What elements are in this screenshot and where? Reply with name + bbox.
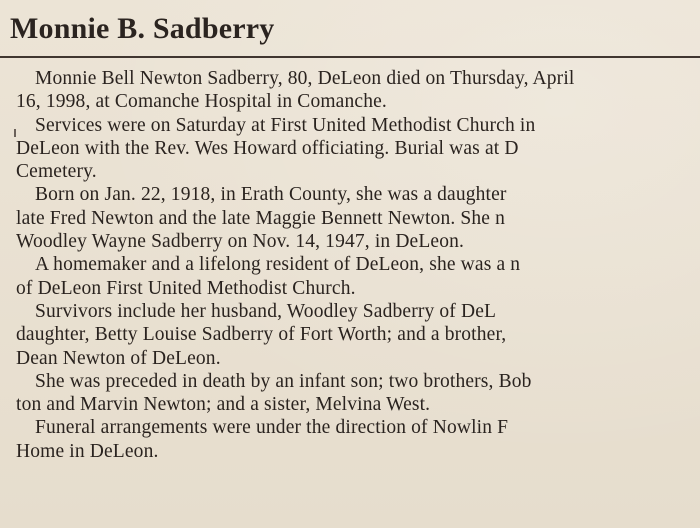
text-line: Services were on Saturday at First United Methodist Church in — [35, 114, 536, 136]
text-line: Cemetery. — [16, 161, 97, 183]
obituary-body — [16, 67, 700, 463]
text-line: late Fred Newton and the late Maggie Bennett Newton. She n — [16, 207, 506, 229]
text-line: Survivors include her husband, Woodley Sadberry of DeL — [35, 300, 497, 322]
text-line: ton and Marvin Newton; and a sister, Melvina West. — [16, 394, 431, 416]
text-line: 16, 1998, at Comanche Hospital in Comanche. — [16, 91, 387, 113]
text-line: Monnie Bell Newton Sadberry, 80, DeLeon died on Thursday, April — [35, 68, 575, 89]
text-line: She was preceded in death by an infant son; two brothers, Bob — [35, 370, 532, 392]
text-line: A homemaker and a lifelong resident of DeLeon, she was a n — [35, 254, 521, 276]
text-line: Dean Newton of DeLeon. — [16, 347, 221, 369]
text-line: Woodley Wayne Sadberry on Nov. 14, 1947, in DeLeon. — [16, 231, 465, 253]
text-line: daughter, Betty Louise Sadberry of Fort Worth; and a brother, — [16, 324, 507, 346]
obituary-headline: Monnie B. Sadberry — [10, 12, 275, 45]
text-line: Born on Jan. 22, 1918, in Erath County, she was a daughter — [35, 184, 507, 206]
text-line: DeLeon with the Rev. Wes Howard officiating. Burial was at D — [16, 137, 519, 159]
text-line: Funeral arrangements were under the direction of Nowlin F — [35, 417, 509, 439]
text-line: Home in DeLeon. — [16, 440, 159, 462]
text-line: of DeLeon First United Methodist Church. — [16, 277, 356, 299]
headline-rule — [0, 56, 700, 58]
